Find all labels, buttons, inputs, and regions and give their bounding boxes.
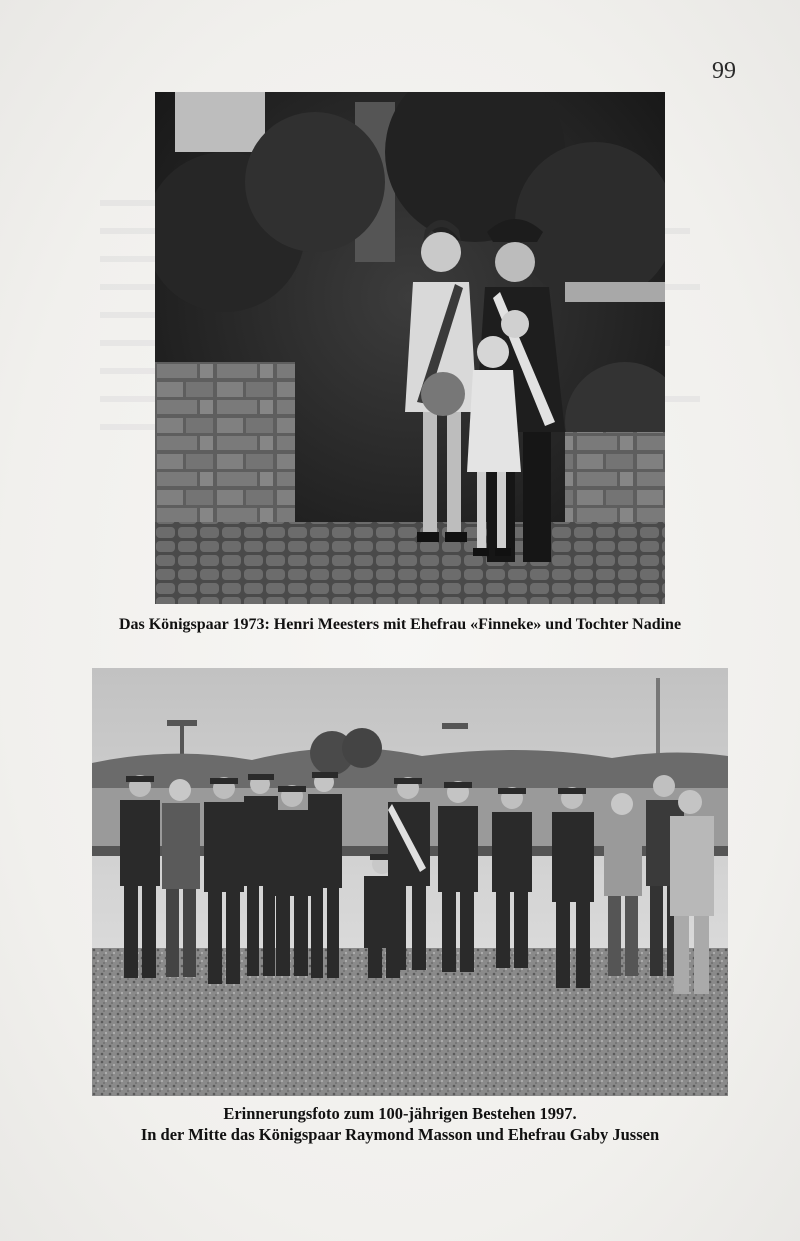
photo-royal-couple-image bbox=[155, 92, 665, 604]
photo-1-caption: Das Königspaar 1973: Henri Meesters mit Ehefrau «Finneke» und Tochter Nadine bbox=[118, 616, 682, 633]
photo-anniversary-group-1997 bbox=[92, 668, 728, 1096]
photo-2-caption bbox=[0, 1103, 800, 1145]
photo-royal-couple-1973 bbox=[155, 92, 665, 604]
photo-2-caption-line-2: In der Mitte das Königspaar Raymond Masson und Ehefrau Gaby Jussen bbox=[140, 1125, 660, 1144]
page-number: 99 bbox=[712, 58, 736, 84]
photo-2-caption-line-1: Erinnerungsfoto zum 100-jährigen Bestehen 1997. bbox=[223, 1104, 577, 1123]
photo-group-image bbox=[92, 668, 728, 1096]
